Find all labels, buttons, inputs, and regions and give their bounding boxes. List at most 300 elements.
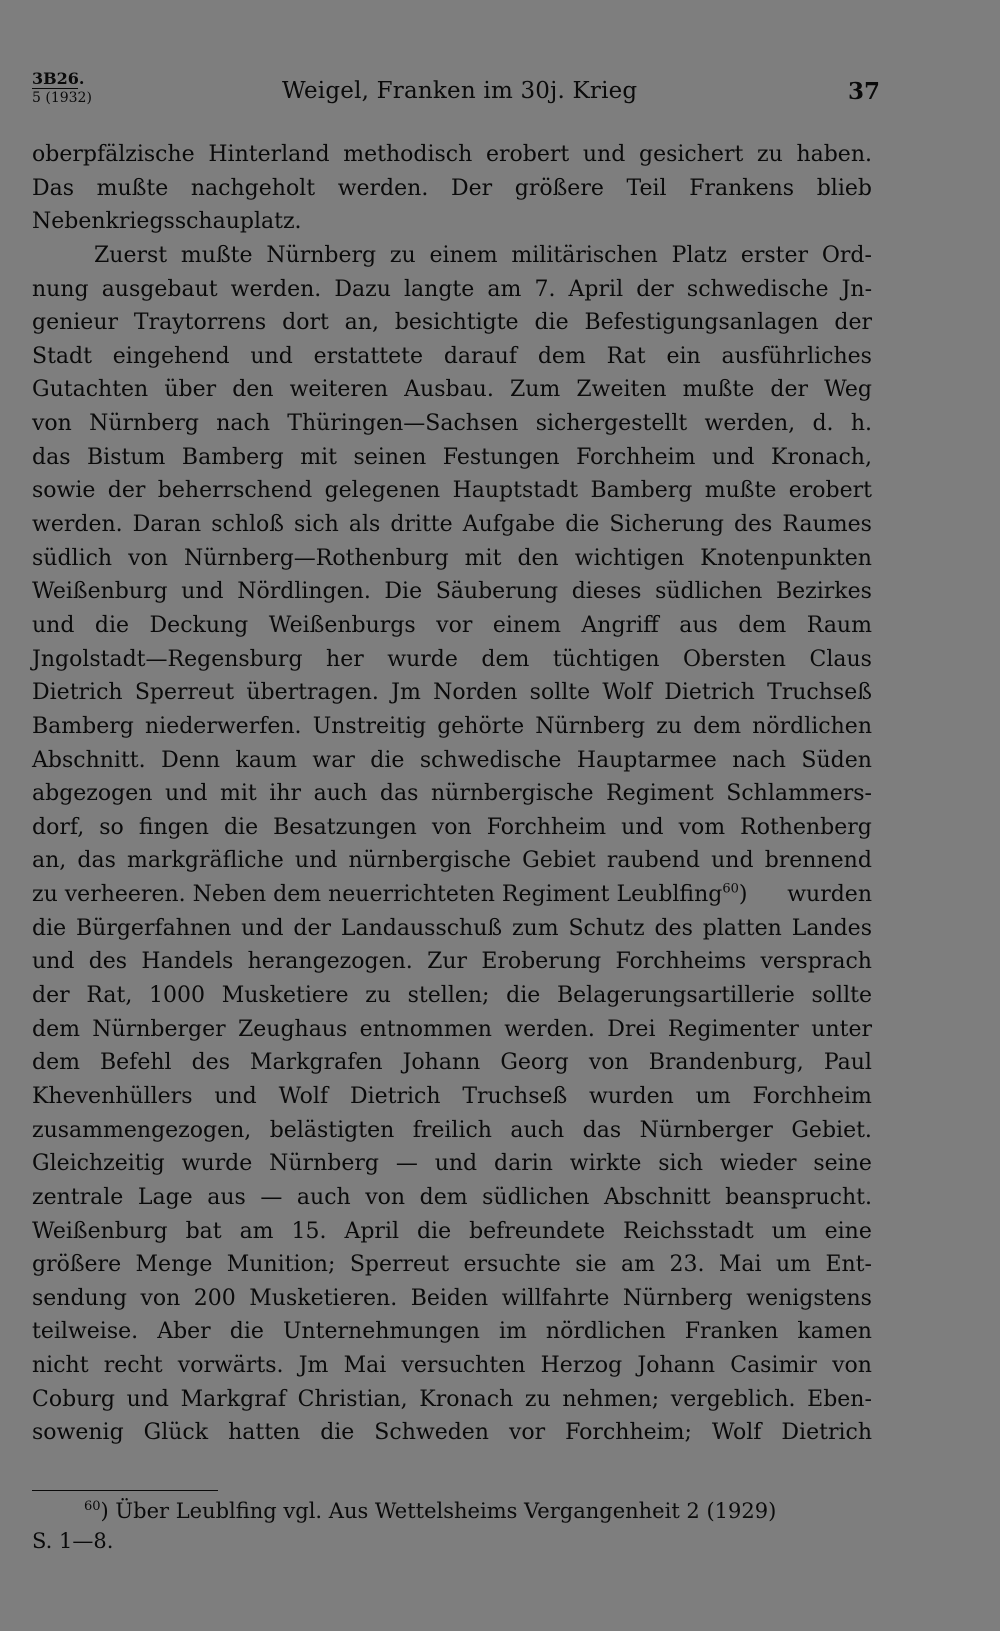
word: werden. bbox=[504, 1016, 595, 1042]
footnote-divider bbox=[32, 1490, 218, 1491]
word: her bbox=[326, 646, 364, 672]
word: platten bbox=[702, 915, 782, 941]
word: Nürnberg bbox=[622, 1285, 733, 1311]
text-line bbox=[32, 945, 872, 979]
word: erobert bbox=[485, 142, 570, 167]
word: haben. bbox=[796, 142, 872, 167]
word: beansprucht. bbox=[725, 1184, 872, 1210]
word: zum bbox=[511, 915, 559, 941]
text-line bbox=[32, 1282, 872, 1316]
page-number: 37 bbox=[847, 78, 880, 105]
word: und bbox=[32, 612, 75, 638]
word: zu bbox=[756, 142, 783, 167]
text-line bbox=[32, 373, 872, 407]
word: nach bbox=[216, 411, 270, 437]
word: raubend bbox=[606, 848, 701, 874]
word: Stadt bbox=[32, 343, 92, 369]
word: Regiment bbox=[606, 781, 714, 807]
text-line bbox=[32, 239, 872, 273]
word: Hinterland bbox=[208, 142, 330, 167]
word: versuchten bbox=[401, 1353, 526, 1379]
word: dem bbox=[481, 646, 530, 672]
word: Eroberung bbox=[481, 949, 602, 975]
text-line bbox=[32, 1080, 872, 1114]
word: weiteren bbox=[289, 377, 389, 403]
word: am bbox=[621, 1252, 656, 1278]
word: Rat, bbox=[86, 983, 133, 1009]
text-line bbox=[32, 542, 872, 576]
word: mußte bbox=[704, 478, 777, 504]
word: Besatzungen bbox=[273, 814, 417, 840]
word: Johann bbox=[402, 1050, 481, 1076]
word: übertragen. bbox=[246, 680, 379, 706]
word: und bbox=[241, 915, 284, 941]
text-line bbox=[32, 1215, 872, 1249]
word: Jn- bbox=[841, 276, 872, 302]
word: Abschnitt bbox=[603, 1184, 711, 1210]
word: Ord- bbox=[821, 242, 872, 268]
text-line-with-footnote bbox=[32, 878, 872, 912]
word: Regimenter bbox=[667, 1016, 799, 1042]
footnote-text: $^{60}$) Über Leublfing vgl. Aus Wettelsheims Vergangenheit 2 (1929) bbox=[84, 1499, 777, 1523]
word: dorf, bbox=[32, 814, 85, 840]
word: Weißenburgs bbox=[268, 612, 416, 638]
word: 23. bbox=[669, 1252, 705, 1278]
word: brennend bbox=[764, 848, 872, 874]
word: um bbox=[771, 1218, 807, 1244]
word: methodisch bbox=[343, 142, 473, 167]
word: zusammengezogen, bbox=[32, 1117, 252, 1143]
word: darin bbox=[494, 1151, 553, 1177]
word: auch bbox=[313, 781, 368, 807]
word: Bezirkes bbox=[775, 579, 872, 605]
word: werden. bbox=[230, 276, 322, 302]
word: Kronach bbox=[419, 1386, 514, 1412]
word: die bbox=[320, 1420, 355, 1446]
word: Truchseß bbox=[767, 680, 872, 706]
word: Zum bbox=[509, 377, 561, 403]
word: zu bbox=[656, 713, 682, 739]
word: und bbox=[32, 949, 75, 975]
word: niederwerfen. bbox=[145, 713, 302, 739]
word: südlichen bbox=[655, 579, 763, 605]
word: war bbox=[312, 747, 355, 773]
word: Lage bbox=[137, 1184, 193, 1210]
word: Weg bbox=[824, 377, 872, 403]
word: werden, bbox=[704, 411, 796, 437]
word: Paul bbox=[823, 1050, 872, 1076]
word: Dietrich bbox=[349, 1083, 441, 1109]
word: ersuchte bbox=[463, 1252, 561, 1278]
text-line-start: zu verheeren. Neben dem neuerrichteten Regiment Leublfing$^{60}$) bbox=[32, 881, 748, 908]
word: die bbox=[94, 612, 130, 638]
word: und bbox=[214, 1083, 257, 1109]
word: Daran bbox=[132, 512, 202, 538]
word: wenigstens bbox=[746, 1285, 872, 1311]
footnote-line bbox=[32, 1526, 872, 1556]
word: mußte bbox=[96, 175, 169, 201]
word: Aber bbox=[157, 1319, 211, 1345]
word: Handels bbox=[141, 949, 234, 975]
word: Raum bbox=[806, 612, 872, 638]
word: erster bbox=[740, 242, 809, 268]
word: Thüringen—Sachsen bbox=[287, 411, 519, 437]
word: dort bbox=[282, 310, 329, 336]
word: vorwärts. bbox=[177, 1353, 284, 1379]
word: des bbox=[191, 1050, 230, 1076]
word: Der bbox=[450, 175, 493, 201]
word: am bbox=[487, 276, 522, 302]
text-line bbox=[32, 1416, 872, 1450]
word: freilich bbox=[412, 1117, 492, 1143]
text-line bbox=[32, 777, 872, 811]
word: Gebiet bbox=[522, 848, 596, 874]
word: willfahrte bbox=[501, 1285, 610, 1311]
word: Glück bbox=[143, 1420, 209, 1446]
word: oberpfälzische bbox=[32, 142, 195, 167]
word: sichergestellt bbox=[535, 411, 688, 437]
text-line bbox=[32, 575, 872, 609]
word: wieder bbox=[719, 1151, 797, 1177]
word: besichtigte bbox=[394, 310, 519, 336]
word: dem bbox=[738, 612, 787, 638]
word: nachgeholt bbox=[190, 175, 316, 201]
word: Schweden bbox=[374, 1420, 489, 1446]
word: Wolf bbox=[711, 1420, 762, 1446]
word: Teil bbox=[626, 175, 667, 201]
word: abgezogen bbox=[32, 781, 153, 807]
text-line bbox=[32, 744, 872, 778]
word: werden. bbox=[337, 175, 429, 201]
word: teilweise. bbox=[32, 1319, 139, 1345]
word: Musketiere bbox=[221, 983, 349, 1009]
word: bat bbox=[185, 1218, 222, 1244]
word: und bbox=[712, 444, 755, 470]
word: Obersten bbox=[683, 646, 786, 672]
word: Christian, bbox=[297, 1386, 408, 1412]
text-line bbox=[32, 508, 872, 542]
word: der bbox=[32, 983, 70, 1009]
text-line bbox=[32, 609, 872, 643]
word: die bbox=[416, 1218, 452, 1244]
word: die bbox=[32, 915, 67, 941]
word: vor bbox=[508, 1420, 546, 1446]
text-line bbox=[32, 340, 872, 374]
word: Bistum bbox=[87, 444, 166, 470]
word: Forchheim bbox=[752, 1083, 872, 1109]
word: ein bbox=[666, 343, 701, 369]
word: am bbox=[239, 1218, 274, 1244]
word: die bbox=[565, 512, 600, 538]
word: kaum bbox=[235, 747, 297, 773]
word: Musketieren. bbox=[249, 1285, 398, 1311]
word: Eben- bbox=[807, 1386, 872, 1412]
word: vor bbox=[436, 612, 473, 638]
word: das bbox=[32, 444, 71, 470]
footnotes bbox=[32, 1496, 872, 1556]
word: Dietrich bbox=[664, 680, 755, 706]
word: Markgraf bbox=[180, 1386, 286, 1412]
word: kamen bbox=[797, 1319, 872, 1345]
word: Befestigungsanlagen bbox=[584, 310, 819, 336]
word: Franken bbox=[684, 1319, 779, 1345]
word: mußte bbox=[180, 242, 253, 268]
word: Bürgerfahnen bbox=[76, 915, 232, 941]
word: wurden bbox=[589, 1083, 674, 1109]
text-line bbox=[32, 474, 872, 508]
word: Menge bbox=[135, 1252, 213, 1278]
text-line-tail: wurden bbox=[787, 882, 872, 908]
word: der bbox=[834, 310, 872, 336]
word: Deckung bbox=[149, 612, 249, 638]
word: Rothenberg bbox=[740, 814, 872, 840]
word: dem bbox=[32, 1050, 80, 1076]
word: Markgrafen bbox=[250, 1050, 383, 1076]
word: Schutz bbox=[568, 915, 645, 941]
text-line bbox=[32, 172, 872, 206]
word: vergeblich. bbox=[670, 1386, 796, 1412]
word: Hauptstadt bbox=[452, 478, 579, 504]
word: nach bbox=[732, 747, 786, 773]
word: Nebenkriegsschauplatz. bbox=[32, 209, 302, 235]
word: Platz bbox=[671, 242, 728, 268]
word: Weißenburg bbox=[32, 579, 168, 605]
text-line bbox=[32, 676, 872, 710]
word: eine bbox=[824, 1218, 872, 1244]
word: April bbox=[568, 276, 624, 302]
word: sowenig bbox=[32, 1420, 124, 1446]
word: stellen; bbox=[407, 983, 490, 1009]
word: von bbox=[365, 1184, 406, 1210]
word: belästigten bbox=[269, 1117, 395, 1143]
word: ausführliches bbox=[721, 343, 872, 369]
word: wichtigen bbox=[574, 545, 685, 571]
word: von bbox=[588, 1050, 629, 1076]
word: Jm bbox=[298, 1353, 329, 1379]
word: Johann bbox=[637, 1353, 716, 1379]
word: der bbox=[107, 478, 146, 504]
word: Dietrich bbox=[32, 680, 123, 706]
word: nürnbergische bbox=[430, 781, 594, 807]
word: der bbox=[293, 915, 332, 941]
word: einem bbox=[429, 242, 498, 268]
body-text bbox=[32, 138, 872, 1450]
word: Ausbau. bbox=[404, 377, 494, 403]
word: Das bbox=[32, 175, 75, 201]
word: langte bbox=[404, 276, 475, 302]
word: Brandenburg, bbox=[648, 1050, 804, 1076]
word: darauf bbox=[443, 343, 517, 369]
word: und bbox=[711, 848, 754, 874]
word: sollte bbox=[529, 680, 591, 706]
word: von bbox=[832, 1353, 872, 1379]
word: dem bbox=[32, 1016, 80, 1042]
word: dieses bbox=[571, 579, 642, 605]
word: zu bbox=[365, 983, 391, 1009]
text-line bbox=[32, 1349, 872, 1383]
word: Claus bbox=[809, 646, 872, 672]
word: Nürnberg bbox=[266, 242, 377, 268]
word: Aufgabe bbox=[462, 512, 556, 538]
word: Norden bbox=[433, 680, 518, 706]
word: ihr bbox=[269, 781, 302, 807]
word: und bbox=[582, 142, 626, 167]
word: ausgebaut bbox=[101, 276, 218, 302]
word: Wolf bbox=[602, 680, 652, 706]
word: Kronach, bbox=[770, 444, 872, 470]
word: schwedische bbox=[686, 276, 829, 302]
word: die bbox=[223, 814, 259, 840]
word: Festungen bbox=[442, 444, 560, 470]
word: nördlichen bbox=[545, 1319, 666, 1345]
footnote-reference: 60 bbox=[722, 881, 739, 897]
word: h. bbox=[850, 411, 872, 437]
word: mußte bbox=[682, 377, 755, 403]
word: im bbox=[498, 1319, 527, 1345]
word: sich bbox=[294, 512, 339, 538]
word: Truchseß bbox=[462, 1083, 568, 1109]
word: Gebiet. bbox=[791, 1117, 872, 1143]
word: beherrschend bbox=[157, 478, 313, 504]
word: Forchheim bbox=[486, 814, 607, 840]
shelf-reference-bottom: 5 (1932) bbox=[32, 90, 92, 106]
word: sowie bbox=[32, 478, 96, 504]
word: Nürnberg bbox=[269, 1151, 379, 1177]
page-header bbox=[32, 70, 880, 114]
word: Angriff bbox=[581, 612, 659, 638]
word: entnommen bbox=[359, 1016, 492, 1042]
word: 7. bbox=[534, 276, 556, 302]
word: Gleichzeitig bbox=[32, 1151, 165, 1177]
word: Mai bbox=[343, 1353, 387, 1379]
word: Weißenburg bbox=[32, 1218, 168, 1244]
word: aus bbox=[679, 612, 718, 638]
word: Raumes bbox=[782, 512, 872, 538]
word: und bbox=[181, 579, 224, 605]
word: Belagerungsartillerie bbox=[556, 983, 795, 1009]
word: Landes bbox=[791, 915, 872, 941]
word: das bbox=[77, 848, 116, 874]
text-line bbox=[32, 1046, 872, 1080]
word: dritte bbox=[390, 512, 453, 538]
word: Coburg bbox=[32, 1386, 115, 1412]
word: schwedische bbox=[419, 747, 562, 773]
word: Forchheim bbox=[576, 444, 696, 470]
text-line bbox=[32, 1315, 872, 1349]
word: Denn bbox=[161, 747, 221, 773]
text-line bbox=[32, 1114, 872, 1148]
word: zentrale bbox=[32, 1184, 124, 1210]
word: Unternehmungen bbox=[282, 1319, 480, 1345]
word: zu bbox=[524, 1386, 551, 1412]
word: Bamberg bbox=[32, 713, 134, 739]
word: wirkte bbox=[569, 1151, 642, 1177]
word: Nürnberg—Rothenburg bbox=[183, 545, 449, 571]
word: Knotenpunkten bbox=[700, 545, 872, 571]
word: von bbox=[32, 411, 72, 437]
word: Säuberung bbox=[435, 579, 559, 605]
text-line bbox=[32, 1248, 872, 1282]
word: fingen bbox=[138, 814, 209, 840]
word: sie bbox=[575, 1252, 607, 1278]
word: Jm bbox=[391, 680, 421, 706]
word: Sperreut bbox=[349, 1252, 450, 1278]
word: — bbox=[395, 1151, 418, 1177]
word: sendung bbox=[32, 1285, 127, 1311]
word: Zweiten bbox=[576, 377, 667, 403]
word: erstattete bbox=[313, 343, 423, 369]
shelf-reference-top: 3B26. bbox=[32, 69, 85, 88]
word: von bbox=[128, 545, 168, 571]
text-line bbox=[32, 643, 872, 677]
word: des bbox=[733, 512, 773, 538]
word: erobert bbox=[788, 478, 872, 504]
word: das bbox=[379, 781, 419, 807]
word: auch bbox=[296, 1184, 351, 1210]
word: blieb bbox=[816, 175, 872, 201]
word: Jngolstadt—Regensburg bbox=[32, 646, 303, 672]
word: seine bbox=[813, 1151, 872, 1177]
word: d. bbox=[812, 411, 834, 437]
footnote-line bbox=[32, 1496, 872, 1526]
word: Nürnberger bbox=[92, 1016, 226, 1042]
text-line bbox=[32, 1147, 872, 1181]
word: Gutachten bbox=[32, 377, 149, 403]
word: mit bbox=[464, 545, 502, 571]
word: gesichert bbox=[639, 142, 744, 167]
word: — bbox=[260, 1184, 283, 1210]
word: 1000 bbox=[149, 983, 206, 1009]
word: Zuerst bbox=[94, 242, 168, 268]
word: aus bbox=[207, 1184, 246, 1210]
word: nürnbergische bbox=[348, 848, 512, 874]
word: die bbox=[229, 1319, 264, 1345]
word: Traytorrens bbox=[133, 310, 267, 336]
word: tüchtigen bbox=[552, 646, 660, 672]
word: eingehend bbox=[112, 343, 230, 369]
word: Reichsstadt bbox=[623, 1218, 754, 1244]
word: seinen bbox=[353, 444, 427, 470]
word: versprach bbox=[760, 949, 872, 975]
word: Beiden bbox=[410, 1285, 489, 1311]
text-line bbox=[32, 1181, 872, 1215]
word: schloß bbox=[211, 512, 284, 538]
word: nehmen; bbox=[562, 1386, 660, 1412]
text-line bbox=[32, 710, 872, 744]
word: unter bbox=[811, 1016, 872, 1042]
word: vom bbox=[678, 814, 726, 840]
word: Süden bbox=[801, 747, 872, 773]
footnote-body: Über Leublfing vgl. Aus Wettelsheims Vergangenheit 2 (1929) bbox=[115, 1499, 777, 1523]
word: Wolf bbox=[278, 1083, 329, 1109]
word: Munition; bbox=[226, 1252, 336, 1278]
word: Forchheims bbox=[615, 949, 747, 975]
text-line bbox=[32, 306, 872, 340]
word: Nürnberg bbox=[89, 411, 199, 437]
word: genieur bbox=[32, 310, 119, 336]
word: der bbox=[636, 276, 674, 302]
word: markgräfliche bbox=[127, 848, 284, 874]
word: Rat bbox=[606, 343, 646, 369]
word: den bbox=[232, 377, 274, 403]
word: um bbox=[775, 1252, 812, 1278]
word: nung bbox=[32, 276, 89, 302]
word: an, bbox=[344, 310, 379, 336]
word: befreundete bbox=[469, 1218, 606, 1244]
word: Nördlingen. bbox=[237, 579, 371, 605]
word: nicht bbox=[32, 1353, 89, 1379]
text-line bbox=[32, 912, 872, 946]
